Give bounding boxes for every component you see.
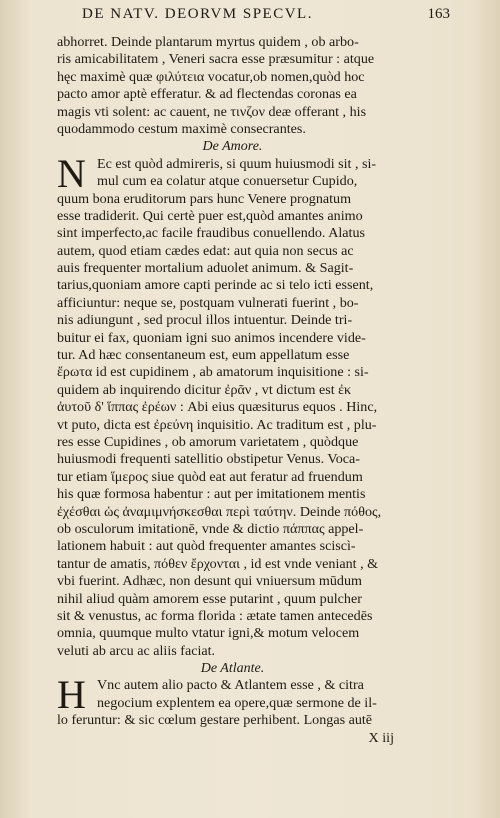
text-line: tantur de amatis, πόθεν ἔρχονται , id est vnde veniant , & — [57, 555, 379, 572]
text-line: tur etiam ἵμερος siue quòd eat aut feratur ad fruendum — [57, 468, 363, 485]
text-line: tarius,quoniam amore capti perinde ac si telo icti essent, — [57, 277, 374, 294]
text-line: sint imperfecto,ac facile fraudibus conuellendo. Alatus — [57, 225, 365, 242]
text-line: sit & venustus, ac forma florida : ætate tamen antecedēs — [57, 607, 373, 624]
text-line: ris amicabilitatem , Veneri sacra esse præsumitur : atque — [57, 51, 375, 68]
signature-mark: X iij — [368, 729, 394, 746]
drop-cap-paragraph-amore — [57, 150, 408, 196]
section-heading-amore: De Amore. — [202, 139, 263, 155]
text-line: lo feruntur: & sic cœlum gestare perhibent. Longas autē — [57, 712, 373, 729]
text-line: Vnc autem alio pacto & Atlantem esse , & citra — [97, 677, 364, 694]
paragraph-amore — [57, 191, 408, 661]
running-title: DE NATV. DEORVM SPECVL. — [82, 6, 313, 22]
drop-cap-paragraph-atlante — [57, 672, 408, 718]
text-line: vbi fuerint. Adhæc, non desunt qui vniuersum mūdum — [57, 573, 362, 590]
text-line: lationem habuit : aut quòd frequenter amantes sciscì- — [57, 538, 356, 555]
text-line: ἀυτοῦ δ' ἵππας ἐρέων : Abi eius quæsiturus equos . Hinc, — [57, 399, 378, 416]
text-line: pacto amor aptè efferatur. & ad flectendas coronas ea — [57, 86, 357, 103]
drop-cap-letter: H — [57, 672, 86, 718]
text-line: magis vti solent: ac cauent, ne τινζον deæ offerant , his — [57, 103, 367, 120]
text-line: nihil aliud quàm amorem esse putarint , quum pulcher — [57, 590, 362, 607]
text-line: quodammodo cestum maximè consecrantes. — [57, 120, 306, 137]
running-head — [82, 6, 450, 26]
text-line: ἔρωτα id est cupidinem , ab amatorum inquisitione : si- — [57, 364, 369, 381]
text-line: Ec est quòd admireris, si quum huiusmodi sit , si- — [97, 155, 377, 172]
text-line: his quæ formosa habentur : aut per imitationem mentis — [57, 486, 366, 503]
text-line: mul cum ea colatur atque conuersetur Cupido, — [97, 173, 358, 190]
text-line: buitur ei fax, quoniam igni suo animos incendere vide- — [57, 329, 366, 346]
text-line: ἐχέσθαι ὡς ἀναμιμνήσκεσθαι περὶ ταύτην. Deinde πόθος, — [57, 503, 382, 520]
text-line: hęc maximè quæ φιλύτεια vocatur,ob nomen,quòd hoc — [57, 68, 365, 85]
text-line: veluti ab arcu ac aliis faciat. — [57, 642, 216, 659]
text-line: vt puto, dicta est ἐρεύνη inquisitio. Ac traditum est , plu- — [57, 416, 377, 433]
text-line: res esse Cupidines , ob amorum varietatem , quòdque — [57, 433, 359, 450]
text-line: tur. Ad hæc consentaneum est, eum appellatum esse — [57, 347, 350, 364]
text-line: abhorret. Deinde plantarum myrtus quidem , ob arbo- — [57, 34, 359, 50]
text-line: auis frequenter mortalium aduolet animum. & Sagit- — [57, 260, 354, 277]
text-line: afficiuntur: neque se, postquam vulnerati fuerint , bo- — [57, 294, 359, 311]
text-line: ob osculorum imitationē, vnde & dictio πάππας appel- — [57, 520, 364, 537]
drop-cap-letter: N — [57, 150, 86, 196]
text-line: esse tradiderit. Qui certè puer est,quòd amantes animo — [57, 207, 363, 224]
text-line: omnia, quumque multo vtatur igni,& motum velocem — [57, 625, 360, 642]
text-line: nis adiungunt , sed procul illos intuentur. Deinde tri- — [57, 312, 353, 329]
text-block — [57, 34, 408, 747]
text-line: negocium explentem ea opere,quæ sermone de il- — [97, 694, 377, 711]
text-line: autem, quod etiam cædes edat: aut quia non secus ac — [57, 242, 354, 259]
text-line: huiusmodi frequenti satellitio obstipetur Venus. Voca- — [57, 451, 360, 468]
section-heading-atlante: De Atlante. — [200, 661, 265, 677]
text-line: quum bona eruditorum pars hunc Venere prognatum — [57, 190, 352, 207]
text-line: quidem ab inquirendo dicitur ἐρᾶν , vt dictum est ἐκ — [57, 381, 352, 398]
paragraph-venus-end — [57, 34, 408, 138]
page-number: 163 — [427, 6, 450, 22]
